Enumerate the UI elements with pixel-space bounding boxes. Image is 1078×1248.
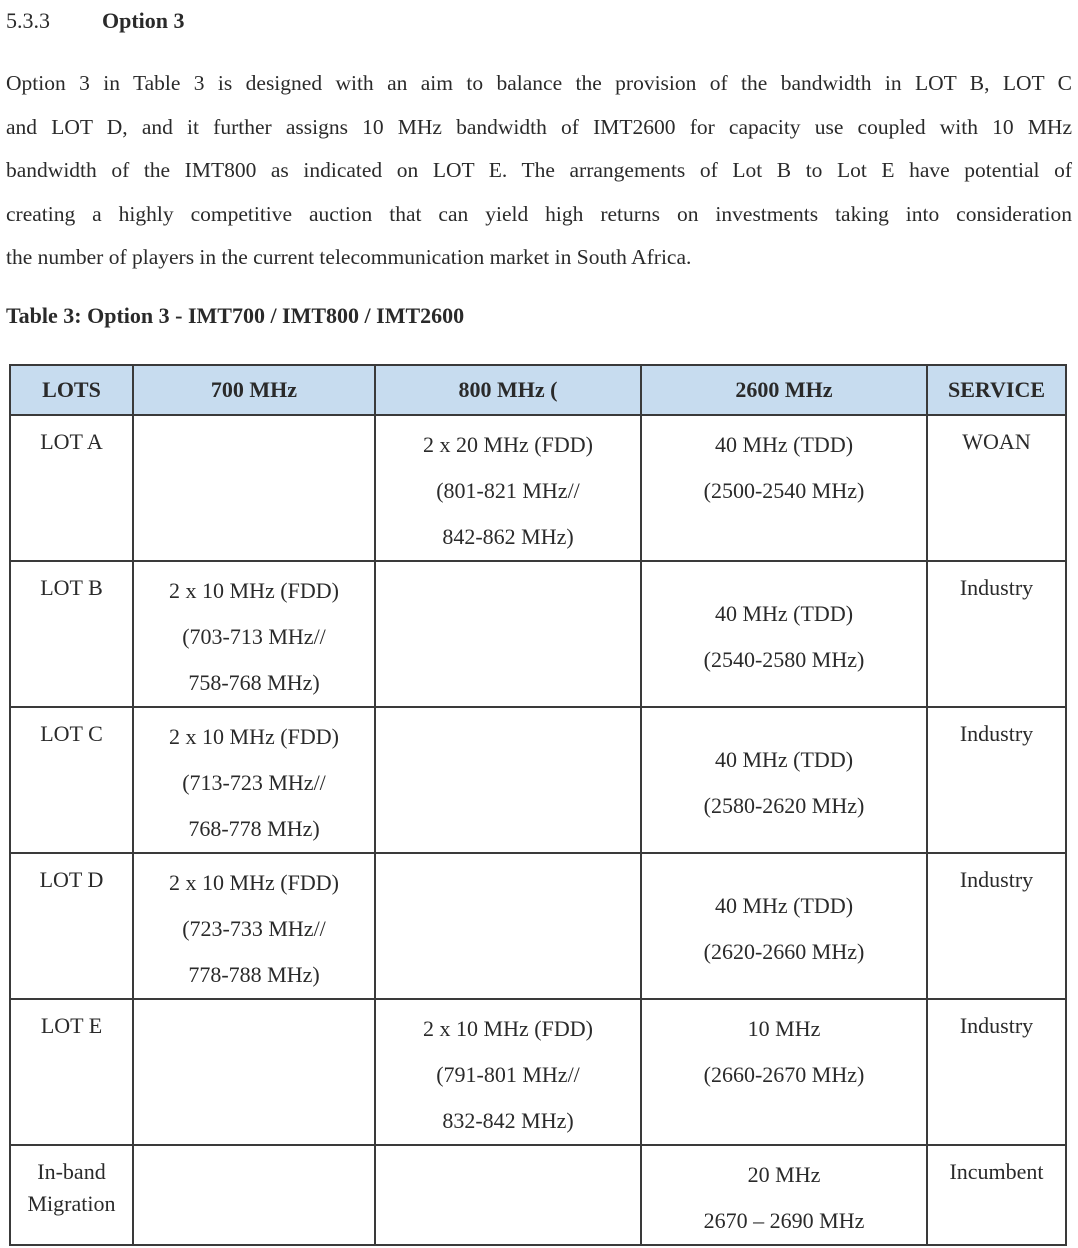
cell-line: LOT B (40, 575, 103, 600)
cell-line: 2 x 10 MHz (FDD) (169, 870, 339, 895)
cell-line: 2 x 10 MHz (FDD) (169, 724, 339, 749)
cell-2600mhz (641, 561, 927, 707)
table-row (10, 1145, 1066, 1245)
cell-line: 40 MHz (TDD) (714, 601, 854, 626)
cell-2600mhz (641, 415, 927, 561)
cell-lot (10, 561, 133, 707)
cell-line: 842-862 MHz) (442, 524, 574, 549)
cell-line: 10 MHz (747, 1016, 821, 1041)
header-lots: LOTS (10, 365, 133, 415)
cell-800mhz (375, 1145, 641, 1245)
cell-lot (10, 853, 133, 999)
cell-line: 40 MHz (TDD) (714, 747, 854, 772)
section-number: 5.3.3 (6, 8, 50, 33)
cell-700mhz (133, 707, 375, 853)
cell-line: 758-768 MHz) (188, 670, 320, 695)
cell-800mhz (375, 415, 641, 561)
cell-line: WOAN (962, 429, 1031, 454)
cell-800mhz (375, 561, 641, 707)
cell-line: Industry (959, 1013, 1034, 1038)
paragraph-line: Option 3 in Table 3 is designed with an aim to balance the provision of the bandwidth in LOT B, LOT C (6, 71, 1072, 95)
cell-line: LOT E (40, 1013, 103, 1038)
table-row (10, 415, 1066, 561)
cell-line: (703-713 MHz// (182, 624, 326, 649)
cell-line: (2580-2620 MHz) (703, 793, 865, 818)
cell-line: (791-801 MHz// (436, 1062, 580, 1087)
cell-line: LOT C (40, 721, 103, 746)
cell-line: 20 MHz (747, 1162, 821, 1187)
cell-lot (10, 415, 133, 561)
cell-line: 768-778 MHz) (188, 816, 320, 841)
cell-line: (2620-2660 MHz) (703, 939, 865, 964)
cell-700mhz (133, 999, 375, 1145)
section-title: Option 3 (102, 8, 185, 33)
cell-lot (10, 707, 133, 853)
table-row (10, 999, 1066, 1145)
cell-line: Industry (959, 575, 1034, 600)
cell-line: 40 MHz (TDD) (714, 893, 854, 918)
table-header-row (10, 365, 1066, 415)
cell-line: 40 MHz (TDD) (714, 432, 854, 457)
cell-line: (2660-2670 MHz) (703, 1062, 865, 1087)
cell-2600mhz (641, 999, 927, 1145)
cell-service (927, 853, 1066, 999)
table-row (10, 853, 1066, 999)
cell-700mhz (133, 1145, 375, 1245)
cell-2600mhz (641, 853, 927, 999)
cell-line: 2 x 10 MHz (FDD) (423, 1016, 593, 1041)
cell-line: Incumbent (949, 1159, 1044, 1184)
cell-line: (2540-2580 MHz) (703, 647, 865, 672)
section-heading (6, 8, 185, 34)
cell-line: 2670 – 2690 MHz (703, 1208, 865, 1233)
header-service: SERVICE (927, 365, 1066, 415)
cell-line: (713-723 MHz// (182, 770, 326, 795)
header-800mhz: 800 MHz ( (375, 365, 641, 415)
cell-line: LOT D (39, 867, 104, 892)
cell-800mhz (375, 999, 641, 1145)
cell-line: 778-788 MHz) (188, 962, 320, 987)
cell-700mhz (133, 561, 375, 707)
cell-service (927, 707, 1066, 853)
cell-line: LOT A (40, 429, 103, 454)
table-caption: Table 3: Option 3 - IMT700 / IMT800 / IMT2600 (6, 303, 465, 328)
cell-line: 2 x 20 MHz (FDD) (423, 432, 593, 457)
cell-line: Industry (959, 867, 1034, 892)
paragraph-line: creating a highly competitive auction that can yield high returns on investments taking into consideration (6, 201, 1072, 226)
header-2600mhz: 2600 MHz (641, 365, 927, 415)
header-700mhz: 700 MHz (133, 365, 375, 415)
cell-lot (10, 999, 133, 1145)
cell-service (927, 415, 1066, 561)
cell-line: (801-821 MHz// (436, 478, 580, 503)
cell-line: Industry (959, 721, 1034, 746)
cell-800mhz (375, 707, 641, 853)
cell-700mhz (133, 853, 375, 999)
cell-service (927, 999, 1066, 1145)
body-paragraph (6, 62, 1072, 280)
table-body (10, 415, 1066, 1245)
cell-line: 832-842 MHz) (442, 1108, 574, 1133)
cell-line: In-band (37, 1159, 106, 1184)
cell-line: 2 x 10 MHz (FDD) (169, 578, 339, 603)
cell-service (927, 561, 1066, 707)
lots-table (9, 364, 1067, 1246)
cell-800mhz (375, 853, 641, 999)
paragraph-line: and LOT D, and it further assigns 10 MHz bandwidth of IMT2600 for capacity use coupled with 10 MHz (6, 114, 1072, 139)
cell-service (927, 1145, 1066, 1245)
cell-2600mhz (641, 707, 927, 853)
cell-line: (2500-2540 MHz) (703, 478, 865, 503)
table-row (10, 707, 1066, 853)
cell-2600mhz (641, 1145, 927, 1245)
cell-700mhz (133, 415, 375, 561)
cell-lot (10, 1145, 133, 1245)
paragraph-line: the number of players in the current telecommunication market in South Africa. (6, 245, 692, 269)
cell-line: (723-733 MHz// (182, 916, 326, 941)
table-row (10, 561, 1066, 707)
paragraph-line: bandwidth of the IMT800 as indicated on LOT E. The arrangements of Lot B to Lot E have potential of (6, 158, 1072, 182)
cell-line: Migration (27, 1191, 116, 1216)
